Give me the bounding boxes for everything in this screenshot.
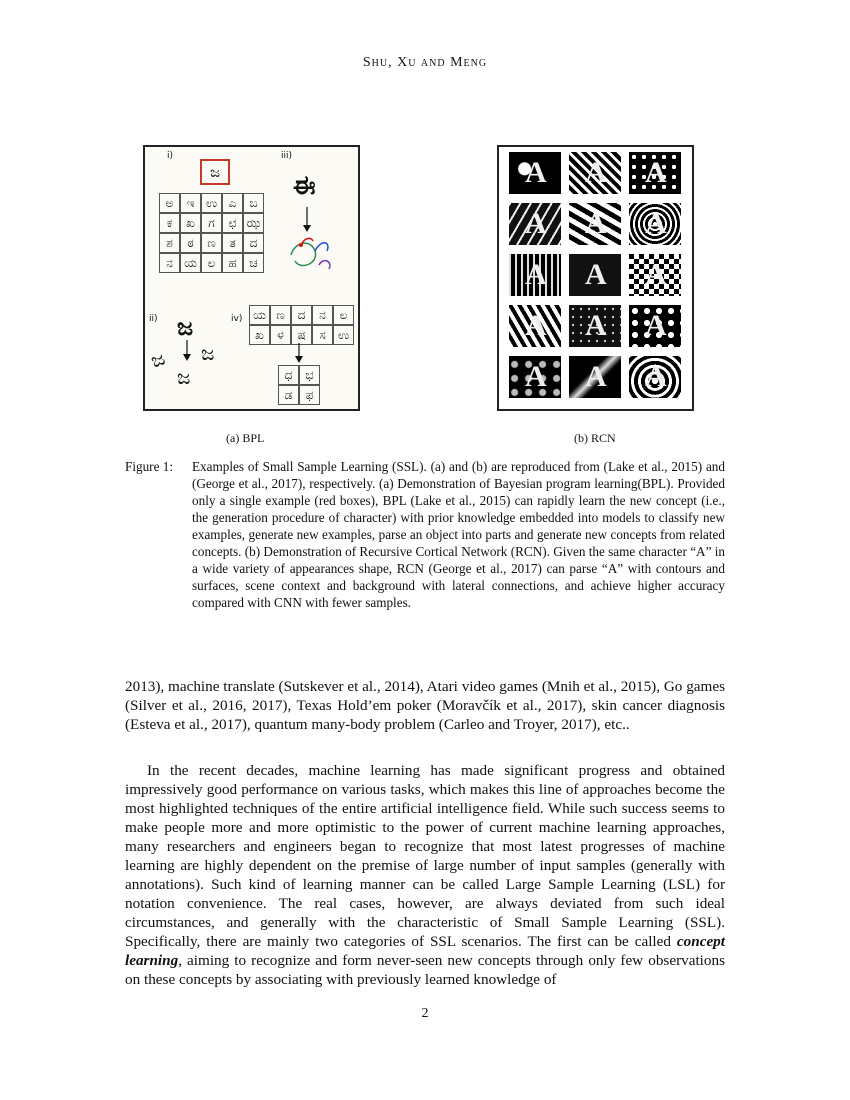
related-character-cell: ಯ: [249, 305, 270, 325]
glyph-ii-variant-left: ಜ: [147, 345, 169, 373]
glyph-ii-main: ಜ: [177, 313, 194, 341]
arrow-head: [303, 225, 311, 232]
page-number: 2: [421, 1006, 429, 1021]
panel-label-iv: iv): [231, 314, 243, 324]
related-character-cell: ದ: [291, 305, 312, 325]
rcn-appearance-tile: [629, 356, 681, 398]
related-character-cell: ಖ: [249, 325, 270, 345]
tile-letter: A: [645, 207, 667, 240]
grid-character-cell: ಹ: [222, 253, 243, 273]
start-dot: [299, 243, 303, 247]
generated-character-cell: ಭ: [299, 365, 320, 385]
figure-caption: [125, 458, 725, 611]
grid-character-cell: ಇ: [180, 193, 201, 213]
figure-label: Figure 1:: [125, 459, 173, 474]
generated-character-cell: ಧ: [278, 365, 299, 385]
grid-character-cell: ಝ: [243, 213, 264, 233]
grid-character-cell: ಕ: [159, 213, 180, 233]
subcaption-rcn: (b) RCN: [574, 431, 616, 445]
grid-character-cell: ಲ: [201, 253, 222, 273]
glyph-ii-variant-bottom: ಜ: [177, 365, 191, 389]
related-character-cell: ಸ: [312, 325, 333, 345]
grid-character-cell: ತ: [222, 233, 243, 253]
tile-letter: A: [645, 156, 667, 189]
rcn-appearance-tile: [509, 305, 561, 347]
stroke-purple: [319, 261, 330, 269]
tile-letter: A: [585, 207, 607, 240]
panel-label-ii: ii): [149, 314, 158, 324]
rcn-appearance-tile: [509, 254, 561, 296]
tile-letter: A: [525, 156, 547, 189]
tile-letter: A: [525, 360, 547, 393]
related-character-cell: ಲ: [333, 305, 354, 325]
rcn-appearance-tile: [569, 203, 621, 245]
generated-character-cell: ಡ: [278, 385, 299, 405]
stroke-blue: [315, 243, 328, 251]
tile-letter: A: [585, 309, 607, 342]
rcn-appearance-tile: [509, 356, 561, 398]
grid-character-cell: ಯ: [180, 253, 201, 273]
concept-learning-term: concept learning: [125, 933, 725, 969]
tile-letter: A: [525, 309, 547, 342]
related-character-cell: ಣ: [270, 305, 291, 325]
tile-letter: A: [645, 258, 667, 291]
generated-character-cell: ಫ: [299, 385, 320, 405]
tile-letter: A: [645, 360, 667, 393]
grid-character-cell: ಬ: [243, 193, 264, 213]
grid-character-cell: ಠ: [180, 233, 201, 253]
related-character-cell: ನ: [312, 305, 333, 325]
rcn-appearance-tile: [629, 203, 681, 245]
grid-character-cell: ಚ: [243, 253, 264, 273]
tile-letter: A: [585, 258, 607, 291]
rcn-appearance-tile: [569, 356, 621, 398]
tile-letter: A: [645, 309, 667, 342]
rcn-appearance-tile: [569, 254, 621, 296]
related-character-cell: ಳ: [270, 325, 291, 345]
iv-arrow: [293, 343, 305, 365]
rcn-appearance-tile: [629, 152, 681, 194]
figure-panel-rcn: [497, 145, 694, 411]
stroke-green: [291, 243, 316, 265]
para2-text-start: In the recent decades, machine learning has made significant progress and obtained impressively good performance on various tasks, which makes this line of approaches become the most highlighted techniques of the entire artificial intelligence field. While such success seems to make people more and more optimistic to the power of current machine learning approaches, many researchers and engineers began to recognize that most latest progresses of machine learning are highly dependent on the premise of large number of input samples (generally with annotations). Such kind of learning manner can be called Large Sample Learning (LSL) for notation convenience. The real cases, however, are always deviated from such ideal circumstances, and generally with the characteristic of Small Sample Learning (SSL). Specifically, there are mainly two categories of SSL scenarios. The first can be called: [125, 762, 725, 950]
body-paragraph-1: 2013), machine translate (Sutskever et al., 2014), Atari video games (Mnih et al., 2015), Go games (Silver et al., 2016, 2017), Texas Hold’em poker (Moravčík et al., 2017), skin cancer diagnosis (Esteva et al., 2017), quantum many-body problem (Carleo and Troyer, 2017), etc..: [125, 678, 725, 733]
tile-letter: A: [585, 360, 607, 393]
panel-label-i: i): [167, 151, 174, 161]
body-paragraph-2: [125, 761, 725, 989]
rcn-appearance-tile: [569, 152, 621, 194]
parse-diagram: [285, 205, 345, 280]
grid-character-cell: ಉ: [201, 193, 222, 213]
para2-text-end: , aiming to recognize and form never-seen new concepts through only few observations on these concepts by associating with previously learned knowledge of: [125, 952, 725, 988]
glyph-iii: ಈ: [293, 171, 316, 201]
figure-panel-bpl: [143, 145, 360, 411]
related-character-cell: ಷ: [291, 325, 312, 345]
grid-character-cell: ಗ: [201, 213, 222, 233]
grid-character-cell: ಶ: [159, 233, 180, 253]
tile-letter: A: [525, 258, 547, 291]
grid-character-cell: ಛ: [222, 213, 243, 233]
rcn-appearance-tile: [509, 203, 561, 245]
glyph-ii-variant-right: ಜ: [201, 341, 215, 365]
grid-character-cell: ನ: [159, 253, 180, 273]
related-character-cell: ಉ: [333, 325, 354, 345]
figure-caption-text: Examples of Small Sample Learning (SSL). (a) and (b) are reproduced from (Lake et al., 2015) and (George et al., 2017), respectively. (a) Demonstration of Bayesian program learning(BPL). Provided only a single example (red boxes), BPL (Lake et al., 2015) can rapidly learn the new concept (i.e., the generation procedure of character) with prior knowledge embedded into models to classify new examples, generate new examples, parse an object into parts and generate new concepts from related concepts. (b) Demonstration of Recursive Cortical Network (RCN). Given the same character “A” in a wide variety of appearances shape, RCN (George et al., 2017) can parse “A” with contours and surfaces, scene context and background with lateral connections, and achieve higher accuracy compared with CNN with fewer samples.: [192, 459, 725, 610]
running-header: Shu, Xu and Meng: [362, 55, 488, 70]
grid-character-cell: ಖ: [180, 213, 201, 233]
rcn-appearance-tile: [509, 152, 561, 194]
tile-letter: A: [585, 156, 607, 189]
rcn-appearance-tile: [629, 254, 681, 296]
rcn-appearance-tile: [629, 305, 681, 347]
grid-character-cell: ದ: [243, 233, 264, 253]
subcaption-bpl: (a) BPL: [226, 431, 265, 445]
ii-arrow: [181, 340, 193, 362]
grid-character-cell: ಅ: [159, 193, 180, 213]
target-example-red-box: ಜ: [200, 159, 230, 185]
grid-character-cell: ಎ: [222, 193, 243, 213]
tile-letter: A: [525, 207, 547, 240]
panel-label-iii: iii): [281, 151, 293, 161]
grid-character-cell: ಣ: [201, 233, 222, 253]
rcn-appearance-tile: [569, 305, 621, 347]
